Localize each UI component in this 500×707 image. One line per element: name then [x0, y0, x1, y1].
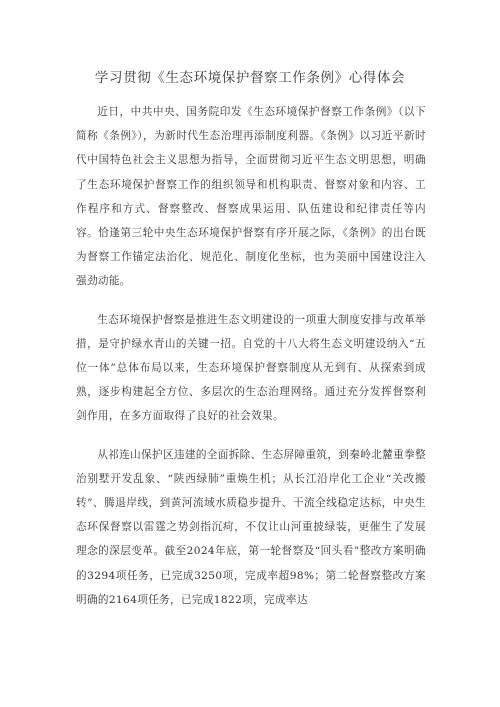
document-body [76, 100, 426, 626]
paragraph-1: 近日，中共中央、国务院印发《生态环境保护督察工作条例》（以下简称《条例》），为新时代生态治理再添制度利器。《条例》以习近平新时代中国特色社会主义思想为指导，全面贯彻习近平生态文明思想，明确了生态环境保护督察工作的组织领导和机构职责、督察对象和内容、工作程序和方式、督察整改、督察成果运用、队伍建设和纪律责任等内容。恰逢第三轮中央生态环境保护督察有序开展之际，《条例》的出台既为督察工作锚定法治化、规范化、制度化坐标，也为美丽中国建设注入强劲动能。 [76, 106, 426, 288]
document-title: 学习贯彻《生态环境保护督察工作条例》心得体会 [94, 70, 406, 86]
paragraph-3: 从祁连山保护区违建的全面拆除、生态屏障重筑，到秦岭北麓重拳整治别墅开发乱象、“陕西绿肺”重焕生机；从长江沿岸化工企业“关改搬转”、腾退岸线，到黄河流域水质稳步提升、干流全线稳定达标，中央生态环保督察以雷霆之势剑指沉疴，不仅让山河重披绿装，更催生了发展理念的深层变革。截至2024年底，第一轮督察及“回头看”整改方案明确的3294项任务，已完成3250项，完成率超98%；第二轮督察整改方案明确的2164项任务，已完成1822项，完成率达 [76, 448, 426, 606]
paragraph-2: 生态环境保护督察是推进生态文明建设的一项重大制度安排与改革举措，是守护绿水青山的关键一招。自党的十八大将生态文明建设纳入“五位一体”总体布局以来，生态环境保护督察制度从无到有、从探索到成熟，逐步构建起全方位、多层次的生态治理网络。通过充分发挥督察利剑作用，在多方面取得了良好的社会效果。 [76, 313, 426, 423]
